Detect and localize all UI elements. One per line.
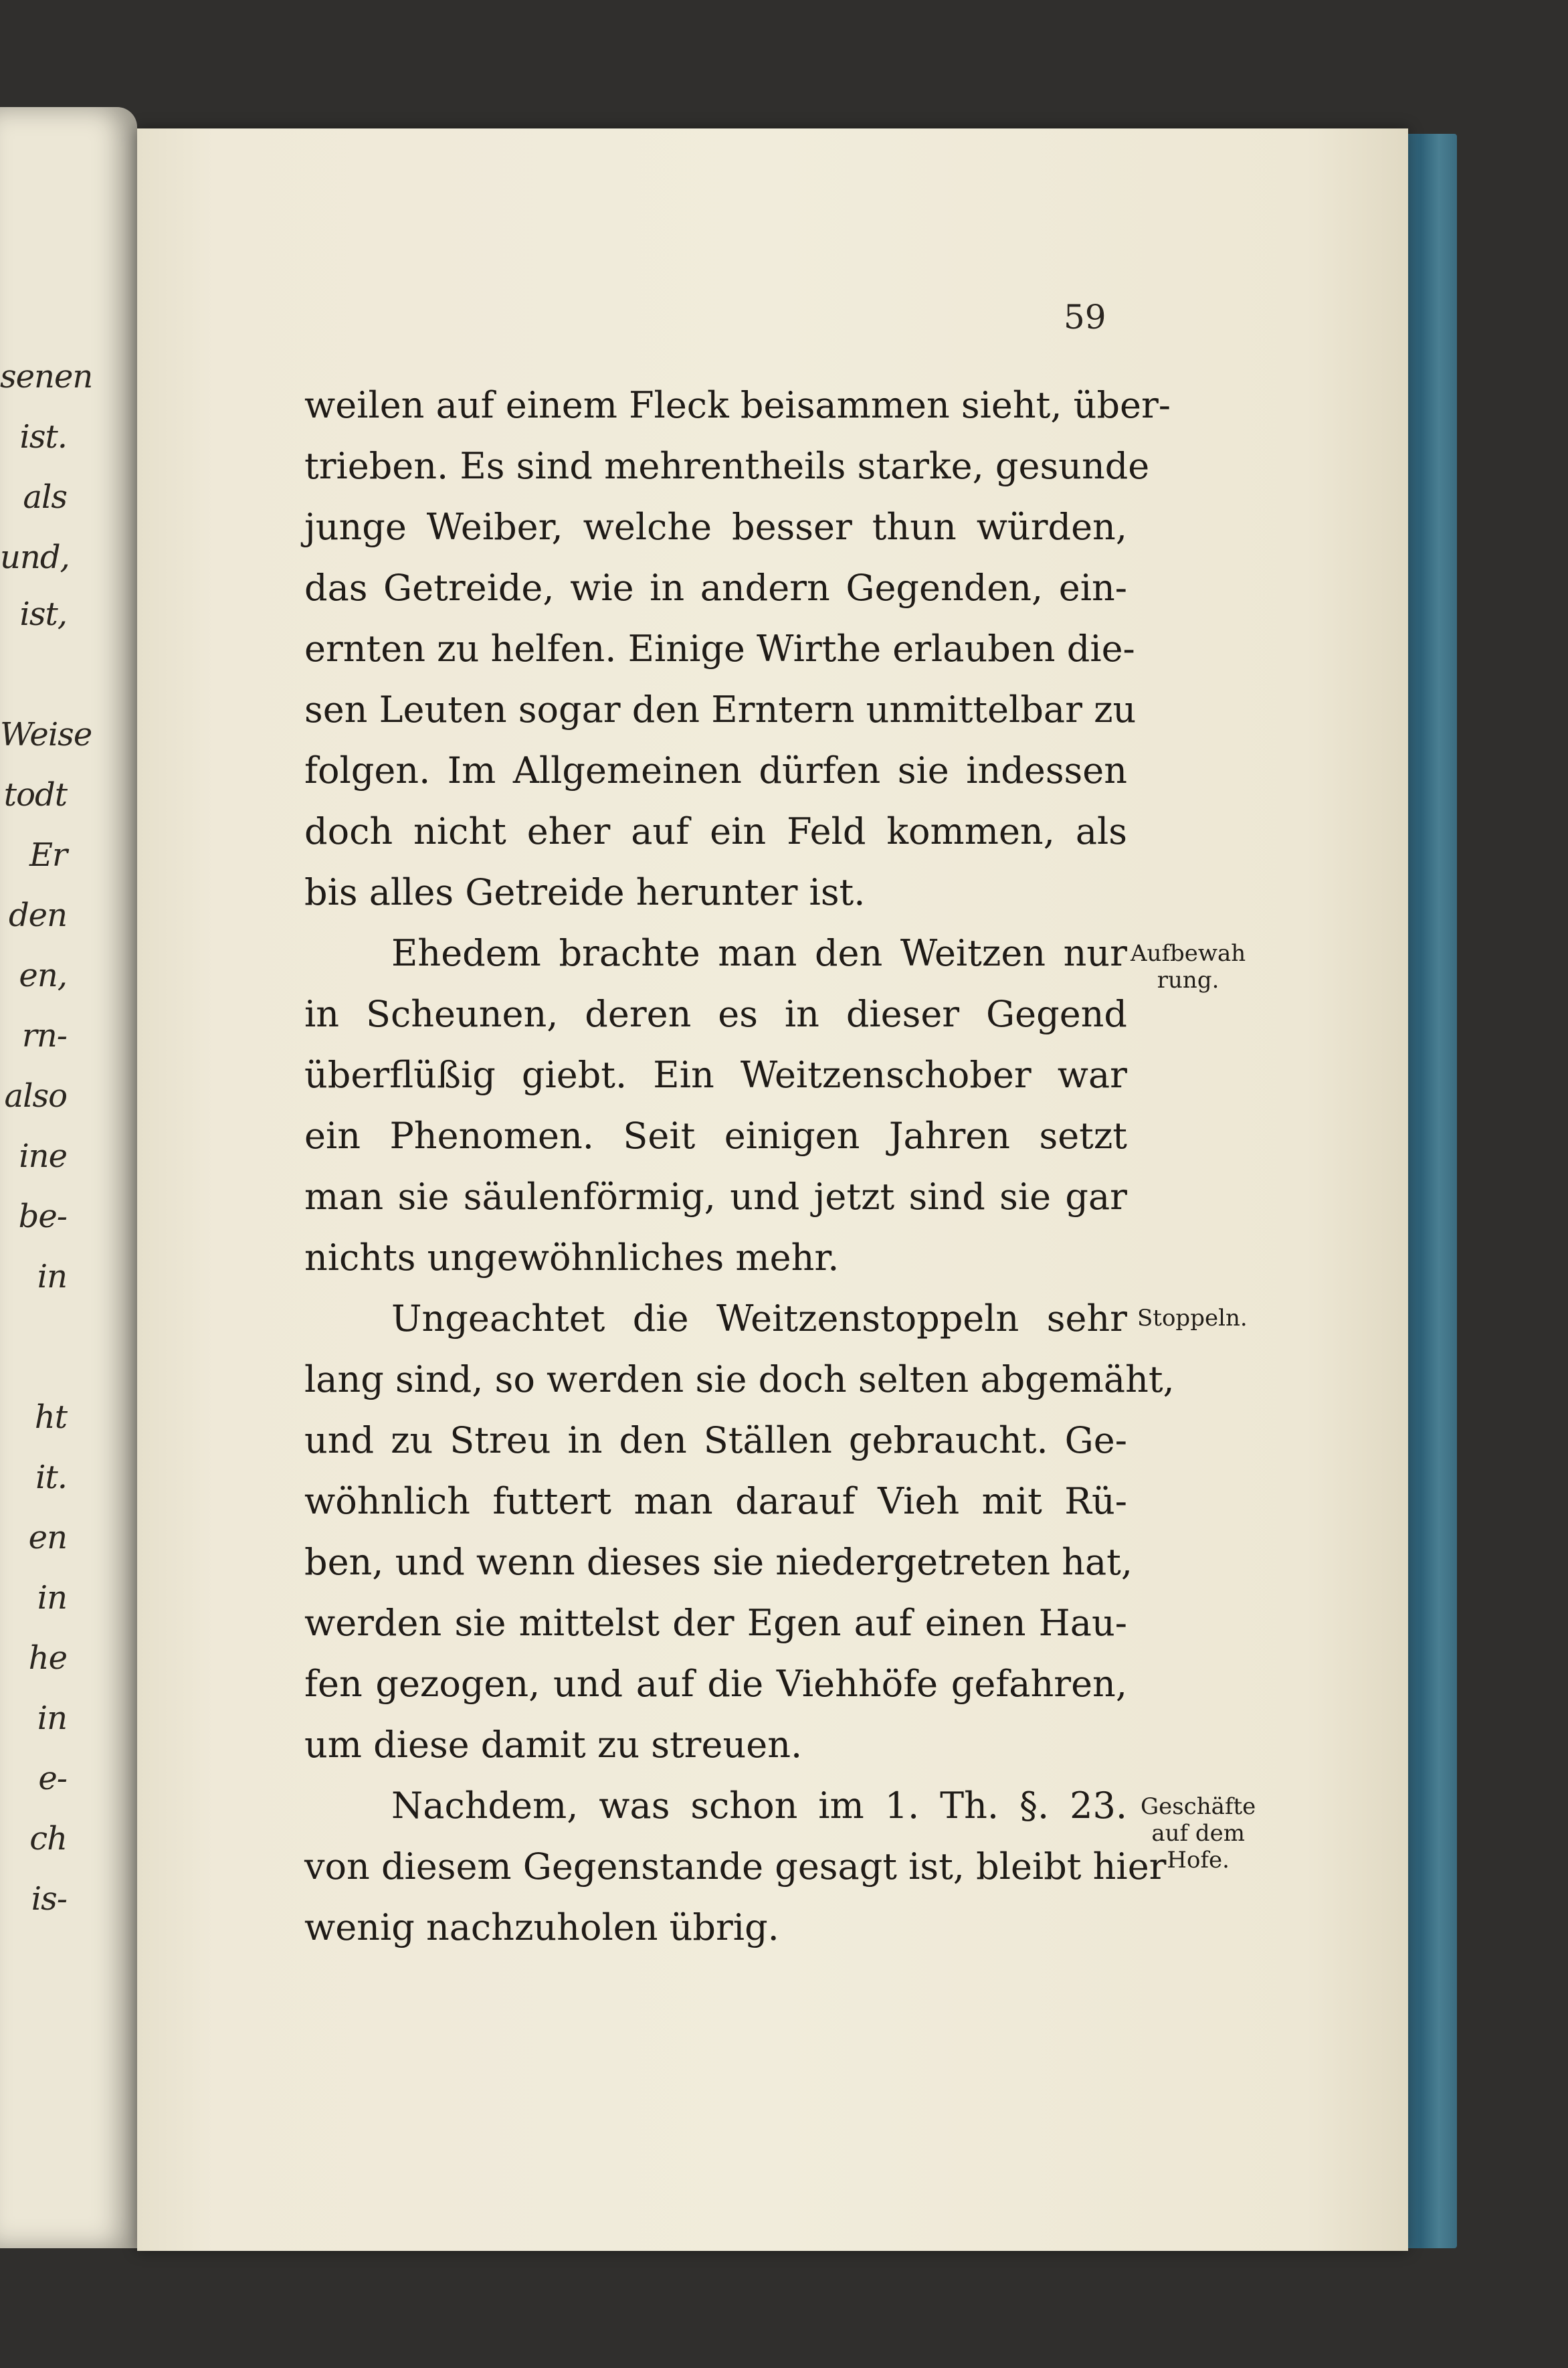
text-line: ben, und wenn dieses sie niedergetreten hat, [304,1541,1133,1583]
text-line: sen Leuten sogar den Erntern unmittelbar zu [304,689,1137,731]
previous-page-edge [0,107,137,2248]
prev-page-fragment: in [37,1700,67,1737]
prev-page-fragment: Weise [0,716,92,753]
prev-page-fragment: it. [35,1459,67,1496]
side-note-line: Aufbewah [1131,940,1246,967]
side-note-line: Hofe. [1167,1847,1230,1874]
text-line: doch nicht eher auf ein Feld kommen, als [304,810,1127,852]
prev-page-fragment: ch [29,1820,67,1857]
prev-page-fragment: ine [19,1137,67,1175]
prev-page-fragment: in [37,1258,67,1295]
side-note-line: auf dem [1151,1820,1245,1847]
text-line: in Scheunen, deren es in dieser Gegend [304,993,1127,1035]
side-note-geschaefte [1141,1793,1256,1874]
text-line: junge Weiber, welche besser thun würden, [304,506,1127,548]
text-line: Nachdem, was schon im 1. Th. §. 23. [391,1785,1127,1827]
side-note-line: Stoppeln. [1137,1305,1248,1332]
text-line: ein Phenomen. Seit einigen Jahren setzt [304,1115,1127,1157]
text-line: Ungeachtet die Weitzenstoppeln sehr [391,1297,1127,1340]
text-line: folgen. Im Allgemeinen dürfen sie indessen [304,749,1127,792]
text-line: von diesem Gegenstande gesagt ist, bleibt hier [304,1845,1167,1888]
text-line: und zu Streu in den Ställen gebraucht. Ge- [304,1419,1127,1461]
prev-page-fragment: ist, [19,596,67,633]
prev-page-fragment: e- [38,1760,67,1797]
text-line: Ehedem brachte man den Weitzen nur [391,932,1127,974]
prev-page-fragment: ht [34,1398,67,1436]
text-line: überflüßig giebt. Ein Weitzenschober war [304,1054,1127,1096]
text-line: lang sind, so werden sie doch selten abgemäht, [304,1358,1175,1400]
side-note-aufbewahrung [1131,940,1246,994]
prev-page-fragment: als [23,478,67,516]
text-line: bis alles Getreide herunter ist. [304,871,866,913]
text-line: weilen auf einem Fleck beisammen sieht, über- [304,384,1171,426]
prev-page-fragment: senen [0,358,93,395]
side-note-stoppeln [1137,1305,1248,1332]
text-line: nichts ungewöhnliches mehr. [304,1237,840,1279]
prev-page-fragment: he [28,1639,67,1677]
page-body [304,375,1175,1958]
prev-page-fragment: Er [29,836,67,874]
page-number: 59 [1064,298,1106,337]
text-line: um diese damit zu streuen. [304,1724,803,1766]
prev-page-fragment: also [4,1077,67,1115]
prev-page-fragment: be- [18,1198,67,1235]
text-line: man sie säulenförmig, und jetzt sind sie gar [304,1176,1127,1218]
prev-page-fragment: ist. [19,418,67,456]
text-line: wöhnlich futtert man darauf Vieh mit Rü- [304,1480,1127,1522]
prev-page-fragment: todt [3,776,67,814]
prev-page-fragment: en, [19,957,67,994]
text-line: werden sie mittelst der Egen auf einen Hau- [304,1602,1127,1644]
text-line: wenig nachzuholen übrig. [304,1906,779,1948]
prev-page-fragment: den [8,897,67,934]
prev-page-fragment: rn- [21,1017,67,1055]
text-line: trieben. Es sind mehrentheils starke, gesunde [304,445,1150,487]
text-line: fen gezogen, und auf die Viehhöfe gefahren, [304,1663,1127,1705]
prev-page-fragment: en [28,1519,67,1556]
text-line: das Getreide, wie in andern Gegenden, ein- [304,567,1127,609]
prev-page-fragment: in [37,1579,67,1617]
prev-page-fragment: und, [0,539,70,576]
side-note-line: Geschäfte [1141,1793,1256,1820]
side-note-line: rung. [1157,967,1219,994]
text-line: ernten zu helfen. Einige Wirthe erlauben die- [304,628,1135,670]
prev-page-fragment: is- [31,1880,67,1918]
